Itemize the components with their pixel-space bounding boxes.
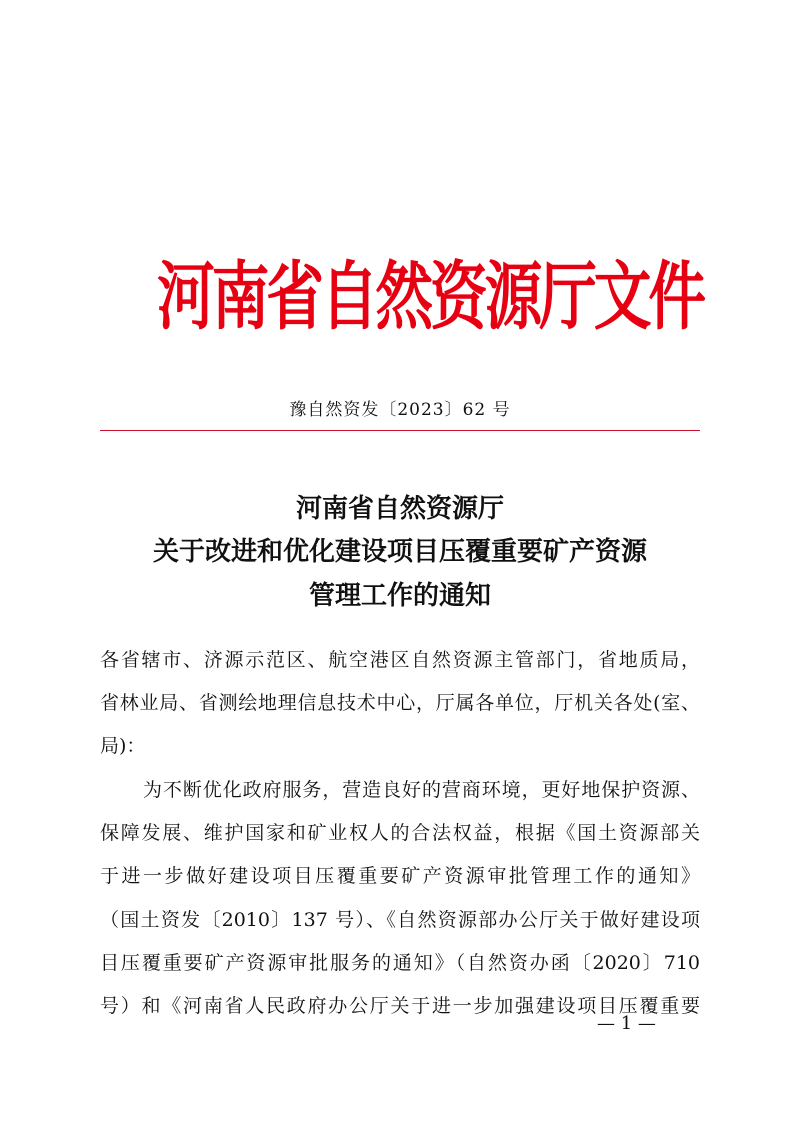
issuer-header-text: 河南省自然资源厅文件: [157, 254, 703, 340]
title-line-1: 河南省自然资源厅: [295, 494, 504, 524]
red-divider: [100, 430, 700, 431]
body-line: 各省辖市、济源示范区、航空港区自然资源主管部门，省地质局，: [100, 649, 700, 671]
document-number: 豫自然资发〔2023〕62 号: [289, 400, 511, 420]
page-number: — 1 —: [597, 1013, 656, 1034]
issuer-header: [80, 252, 720, 342]
body-line: （国土资发〔2010〕137 号）、《自然资源部办公厅关于做好建设项: [100, 909, 700, 931]
title-line-3: 管理工作的通知: [308, 581, 491, 611]
body-line: 保障发展、维护国家和矿业权人的合法权益，根据《国土资源部关: [100, 822, 700, 844]
body-line: 目压覆重要矿产资源审批服务的通知》（自然资办函〔2020〕710: [100, 952, 700, 974]
body-line: 号）和《河南省人民政府办公厅关于进一步加强建设项目压覆重要: [100, 995, 700, 1017]
body-line: 于进一步做好建设项目压覆重要矿产资源审批管理工作的通知》: [100, 865, 700, 887]
body-line: 为不断优化政府服务，营造良好的营商环境，更好地保护资源、: [143, 779, 700, 801]
title-line-2: 关于改进和优化建设项目压覆重要矿产资源: [152, 537, 647, 567]
body-line: 省林业局、省测绘地理信息技术中心，厅属各单位，厅机关各处(室、: [100, 692, 700, 714]
body-line: 局)：: [100, 735, 146, 757]
